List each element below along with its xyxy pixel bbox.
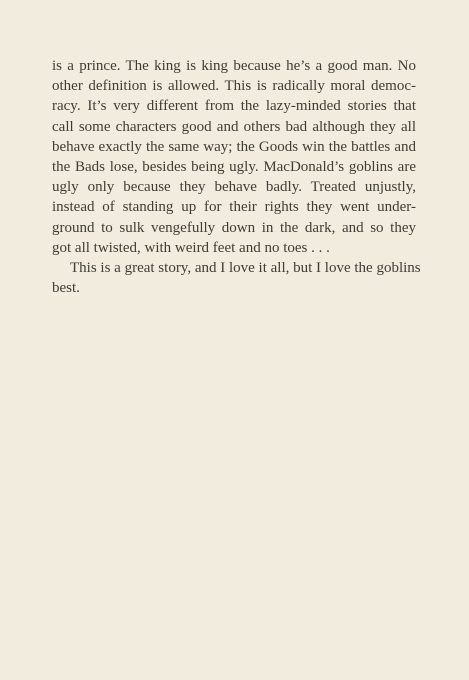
paragraph-2: [52, 258, 421, 298]
text-line: behave exactly the same way; the Goods win the battles and: [52, 138, 416, 155]
text-line: other definition is allowed. This is radically moral democ-: [52, 78, 416, 95]
paragraph-1: [52, 56, 416, 258]
text-line: ground to sulk vengefully down in the dark, and so they: [52, 219, 416, 236]
text-line: This is a great story, and I love it all, but I love the goblins: [70, 260, 421, 277]
text-line: got all twisted, with weird feet and no toes . . .: [52, 239, 330, 256]
text-line: call some characters good and others bad although they all: [52, 118, 416, 135]
body-text: [52, 56, 421, 298]
text-line: racy. It’s very different from the lazy-minded stories that: [52, 98, 416, 115]
text-line: best.: [52, 280, 80, 297]
text-line: the Bads lose, besides being ugly. MacDonald’s goblins are: [52, 159, 416, 176]
text-line: is a prince. The king is king because he’s a good man. No: [52, 58, 416, 74]
text-line: ugly only because they behave badly. Treated unjustly,: [52, 179, 416, 196]
text-line: instead of standing up for their rights they went under-: [52, 199, 416, 216]
